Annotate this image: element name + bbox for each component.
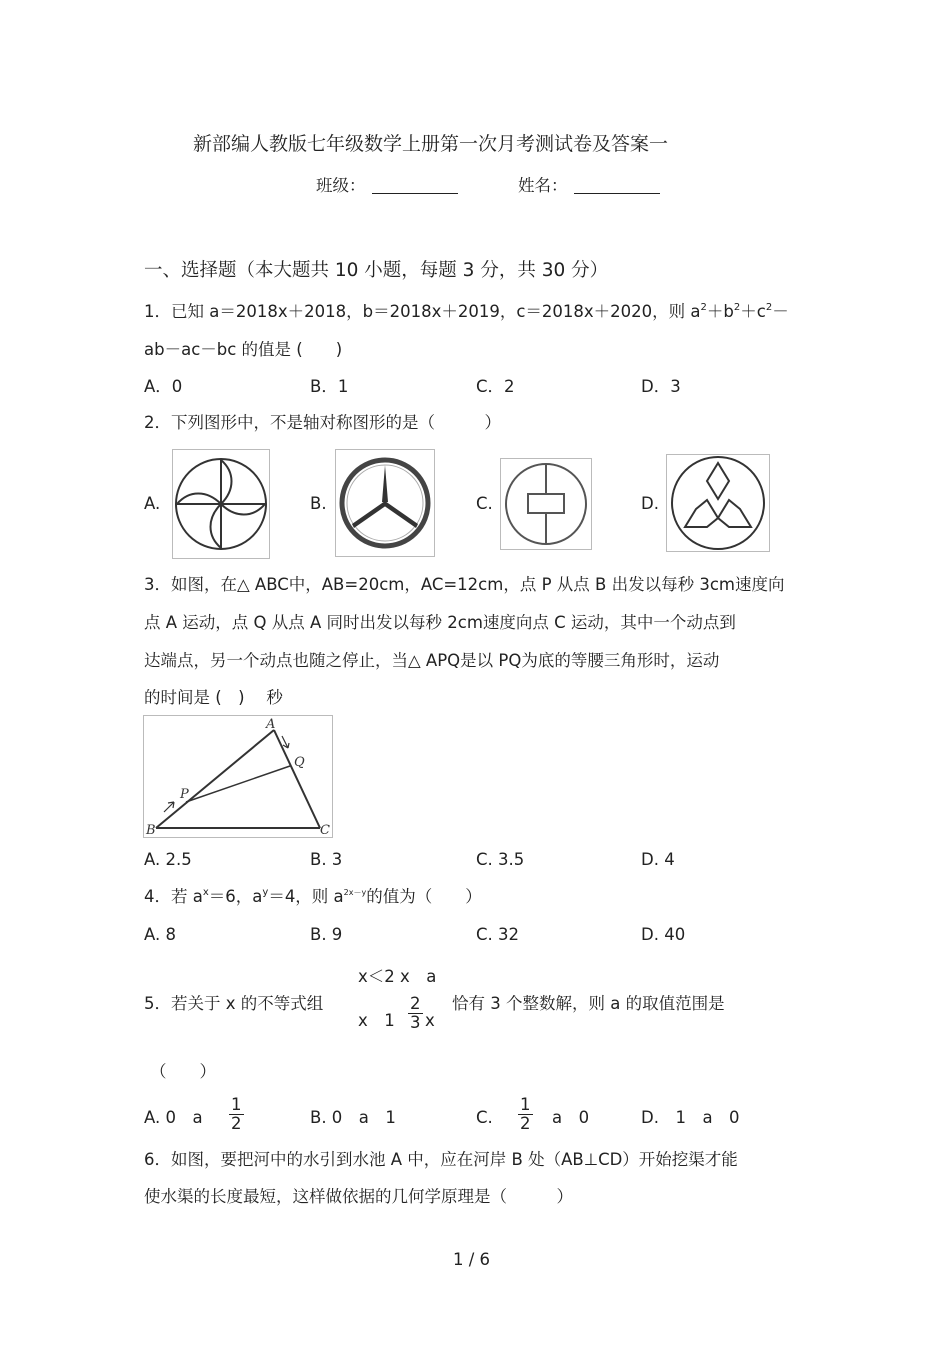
q2-figure-d-diamonds xyxy=(666,454,770,552)
q6-line1: 6．如图，要把河中的水引到水池 A 中，应在河岸 B 处（AB⊥CD）开始挖渠才能 xyxy=(144,1150,738,1169)
q2-figure-b-star-emblem xyxy=(335,449,435,557)
q1-option-a: A．0 xyxy=(144,377,183,396)
q1-option-c: C．2 xyxy=(476,377,515,396)
q5-option-c-text: a 0 xyxy=(552,1108,590,1127)
q5-optC-num: 1 xyxy=(520,1095,531,1114)
q5-option-b: B. 0 a 1 xyxy=(310,1108,396,1127)
q1-plus2: ＋c xyxy=(740,302,766,321)
q2-label-b: B. xyxy=(310,494,327,513)
q4-text-d: 的值为（ ） xyxy=(366,887,482,906)
q3-option-c: C. 3.5 xyxy=(476,850,525,869)
class-label: 班级： xyxy=(316,176,366,195)
q1-option-d: D．3 xyxy=(641,377,681,396)
q4-text-b: ＝6，a xyxy=(208,887,263,906)
q5-optA-den: 2 xyxy=(231,1114,242,1133)
q3-line2: 点 A 运动，点 Q 从点 A 同时出发以每秒 2cm速度向点 C 运动，其中一个动点到 xyxy=(144,613,736,632)
q3-vertex-a: A xyxy=(266,717,276,732)
q4-sup-exp: 2x－y xyxy=(343,888,367,897)
q3-vertex-c: C xyxy=(320,823,330,837)
q2-label-c: C. xyxy=(476,494,493,513)
q5-system-fraction xyxy=(408,995,423,1032)
page-title: 新部编人教版七年级数学上册第一次月考测试卷及答案一 xyxy=(193,133,669,155)
q2-label-a: A. xyxy=(144,494,161,513)
q3-option-b: B. 3 xyxy=(310,850,343,869)
q1-text-a: 1．已知 a＝2018x＋2018，b＝2018x＋2019，c＝2018x＋2020，则 a xyxy=(144,302,701,321)
q5-option-d: D. 1 a 0 xyxy=(641,1108,740,1127)
q4-stem xyxy=(144,887,482,907)
q2-figure-a-pinwheel xyxy=(172,449,270,559)
q1-option-b: B．1 xyxy=(310,377,349,396)
q5-system-top: x＜2 x a xyxy=(358,967,437,986)
q5-stem-b: 恰有 3 个整数解，则 a 的取值范围是 xyxy=(452,994,725,1013)
q3-point-p: P xyxy=(180,787,189,802)
q4-sup-x: x xyxy=(202,887,209,898)
q3-option-d: D. 4 xyxy=(641,850,675,869)
q4-option-c: C. 32 xyxy=(476,925,520,944)
q2-label-d: D. xyxy=(641,494,659,513)
q5-system-bottom-right: x xyxy=(425,1011,435,1030)
section-heading: 一、选择题（本大题共 10 小题，每题 3 分，共 30 分） xyxy=(144,260,609,281)
q5-system-bottom-left: x 1 xyxy=(358,1011,395,1030)
q4-text-a: 4．若 a xyxy=(144,887,203,906)
q5-frac-num: 2 xyxy=(410,994,421,1013)
q2-figure-c-circle-rect xyxy=(500,458,592,550)
class-field xyxy=(316,176,458,196)
q4-text-c: ＝4，则 a xyxy=(268,887,344,906)
name-label: 姓名： xyxy=(518,176,568,195)
q3-point-q: Q xyxy=(294,755,305,770)
q5-optA-num: 1 xyxy=(231,1095,242,1114)
q4-option-d: D. 40 xyxy=(641,925,686,944)
name-field xyxy=(518,176,660,196)
q3-vertex-b: B xyxy=(146,823,156,837)
q3-option-a: A. 2.5 xyxy=(144,850,192,869)
q4-sup-y: y xyxy=(262,887,269,898)
q5-optC-den: 2 xyxy=(520,1114,531,1133)
q5-option-c-label: C. xyxy=(476,1108,493,1127)
q1-sup1: 2 xyxy=(700,302,707,313)
q3-triangle-figure xyxy=(143,715,333,838)
class-blank xyxy=(372,177,458,194)
q1-line1 xyxy=(144,302,789,322)
q4-option-a: A. 8 xyxy=(144,925,176,944)
q5-option-c-frac xyxy=(518,1096,533,1133)
q1-minus: － xyxy=(772,302,789,321)
q5-answer-paren: （ ） xyxy=(150,1062,216,1081)
q5-option-a-text: A. 0 a xyxy=(144,1108,203,1127)
page-number: 1 / 6 xyxy=(453,1250,491,1269)
q5-stem-a: 5．若关于 x 的不等式组 xyxy=(144,994,324,1013)
q1-sup3: 2 xyxy=(765,302,773,313)
q3-line1: 3．如图，在△ ABC中，AB=20cm，AC=12cm，点 P 从点 B 出发以每秒 3cm速度向 xyxy=(144,575,785,594)
q1-sup2: 2 xyxy=(733,302,741,313)
q2-stem: 2．下列图形中，不是轴对称图形的是（ ） xyxy=(144,413,501,432)
q3-line3: 达端点，另一个动点也随之停止，当△ APQ是以 PQ为底的等腰三角形时，运动 xyxy=(144,651,720,670)
q1-plus1: ＋b xyxy=(706,302,734,321)
q3-line4: 的时间是 ( ) 秒 xyxy=(144,688,283,707)
q4-option-b: B. 9 xyxy=(310,925,343,944)
q6-line2: 使水渠的长度最短，这样做依据的几何学原理是（ ） xyxy=(144,1187,573,1206)
name-blank xyxy=(574,177,660,194)
q5-frac-den: 3 xyxy=(410,1013,421,1032)
q5-option-a-frac xyxy=(229,1096,244,1133)
q1-line2: ab－ac－bc 的值是 ( ) xyxy=(144,340,343,359)
